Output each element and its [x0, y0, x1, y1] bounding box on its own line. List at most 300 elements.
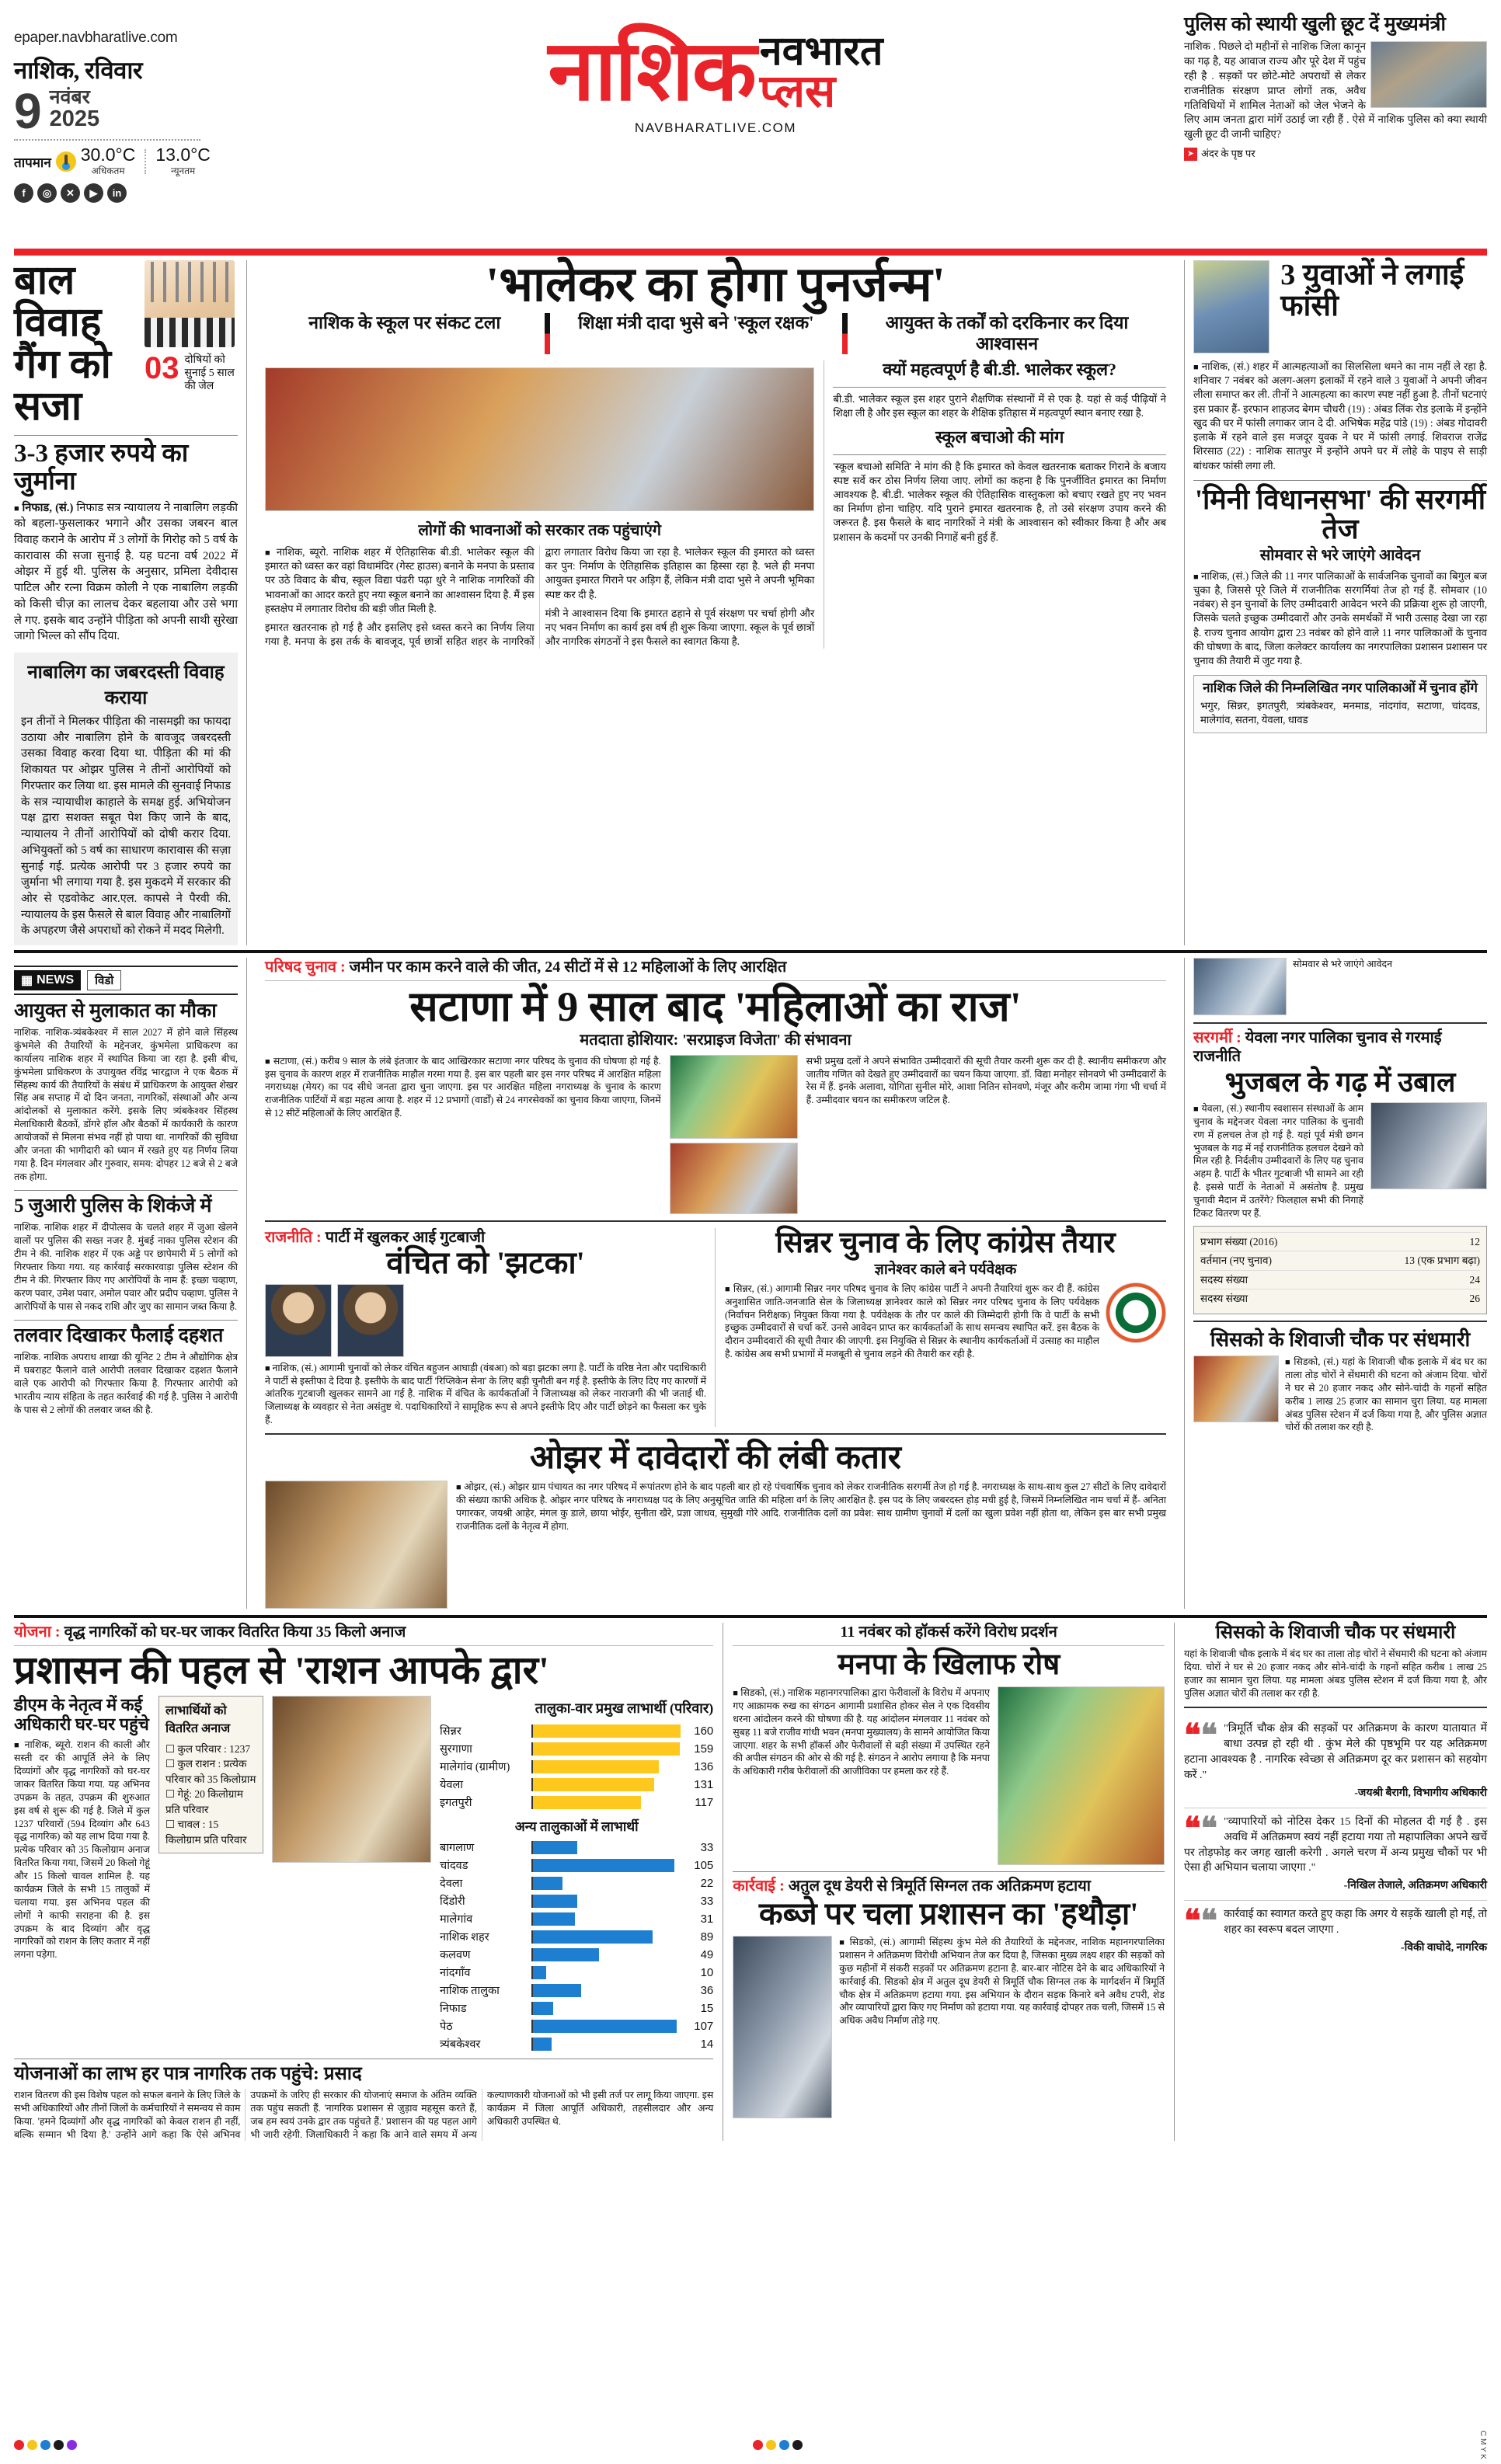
chart-category-label: नाशिक तालुका [440, 1985, 500, 1998]
chart-bar [533, 1778, 654, 1791]
color-dot [54, 2440, 64, 2450]
date-day: 9 [14, 82, 42, 139]
sindhi-headline: सिसको के शिवाजी चौक पर संधमारी [1210, 1328, 1471, 1351]
quote-text-2: कार्रवाई का स्वागत करते हुए कहा कि अगर ये सड़कें खाली हो गईं, तो शहर का स्वरूप बदल जाएगा . [1224, 1909, 1487, 1937]
chart-category-label: सिन्नर [440, 1725, 461, 1738]
instagram-icon[interactable]: ◎ [37, 183, 57, 203]
chart-category-label: चांदवड [440, 1860, 468, 1873]
chart-category-label: सुरगाणा [440, 1743, 472, 1756]
municipalities-box-title: नाशिक जिले की निम्नलिखित नगर पालिकाओं में चुनाव होंगे [1203, 680, 1478, 696]
chart-bar [533, 2020, 677, 2033]
chart-bar [533, 1859, 674, 1872]
rule-black-2 [14, 1615, 1487, 1618]
yeola-stat-value-3: 26 [1469, 1293, 1480, 1305]
masthead-logo [247, 11, 1184, 136]
ozar-photo [265, 1481, 448, 1609]
congress-headline: सिन्नर चुनाव के लिए कांग्रेस तैयार [775, 1226, 1116, 1259]
lead-left-box-title: नाबालिग का जबरदस्ती विवाह कराया [27, 663, 225, 709]
ration-story [14, 1623, 723, 2141]
mini-assembly-body [1193, 569, 1487, 669]
yeola-stat-label-2: वर्तमान (नए चुनाव) [1200, 1255, 1273, 1267]
lead-left-body [14, 500, 238, 645]
masthead [14, 11, 1487, 244]
encroachment-body-text: आगामी सिंहस्थ कुंभ मेले की तैयारियों के मद्देनजर, नाशिक महानगरपालिका प्रशासन ने अतिक्रमण विरोधी अभियान तेज कर दिया है, जिसका मुख्य लक्ष्य शहर की सड़कों को कुछ महीनों में संकरी सड़कों पर अतिक्रमण हटाना है. बार-बार नोटिस देने के बाद अधिकारियों ने कार्रवाई की. सिडको क्षेत्र में अतुल दूध डेयरी से त्रिमूर्ति चौक सिग्नल तक के मार्गदर्शन में त्रिमूर्ति चौक क्षेत्र में अतिक्रमण हटाया गया. इस अभियान के दौरान सड़क किनारे बने अवैध टपरी, शेड और व्यापारियों द्वारा किए गए निर्माण को हटाया गया. यह कार्रवाई दोपहर तक चली, जिसमें 15 से अधिक अवैध निर्माण तोड़े गए. [839, 1937, 1165, 2027]
chart-row [440, 1723, 713, 1738]
chart-bar-track [531, 2002, 681, 2015]
chart-row [440, 2018, 713, 2034]
congress-subtitle: ज्ञानेश्वर काले बने पर्यवेक्षक [874, 1261, 1017, 1278]
chart-value-label: 160 [694, 1724, 714, 1738]
chart-bar-track [531, 1724, 681, 1738]
save-school-body: 'स्कूल बचाओ समिति' ने मांग की है कि इमारत को केवल खतरनाक बताकर गिराने के बजाय स्पष्ट सर्वे कर ठोस निर्णय लिया जाए. लोगों का कहना है कि पुनर्जीवित इमारत का निर्माण आवश्यक है. बी.डी. भालेकर स्कूल की ऐतिहासिक वास्तुकला को बचाए रखते हुए नए भवन का निर्माण होना चाहिए. यदि पुराने इमारत खतरनाक है, तो उसे संरक्षण उपाय करने की जरूरत है. इस फैसले के बाद नागरिकों ने मंत्री के आश्वासन को स्वीकार किया है और अब प्रशासन के कदमों पर उनकी निगाहें बनी हुई हैं. [833, 460, 1166, 543]
congress-body [725, 1282, 1099, 1361]
lead-center-sub3: आयुक्त के तर्कों को दरकिनार कर दिया आश्वासन [885, 313, 1129, 353]
chart-row [440, 1777, 713, 1792]
chart-category-label: निफाड [440, 2003, 467, 2016]
chart-category-label: इगतपुरी [440, 1797, 472, 1810]
satana-col2: सभी प्रमुख दलों ने अपने संभावित उम्मीदवारों की सूची तैयार करनी शुरू कर दी है. स्थानीय समीकरण और जातीय गणित को देखते हुए उम्मीदवारों का चयन किया जाएगा. डॉ. विद्या मनोहर सोनवणे भी उम्मीदवारों के रेस में हैं. इनके अलावा, योगिता सुनील मोरे, आशा नितिन सोनवणे, मंजूर और करीम जामा गंगा भी चर्चा में हैं. उम्मीदवार चयन का समीकरण जटिल है. [806, 1055, 1166, 1106]
satana-col1-text: करीब 9 साल के लंबे इंतजार के बाद आखिरकार सटाणा नगर परिषद के चुनाव की घोषणा हो गई है. इस चुनाव के कारण शहर में राजनीतिक माहौल गरमा गया है. इस बार पहली बार इस नगर परिषद में आरक्षित महिला नगराध्यक्ष (मेयर) का पद सीधे जनता द्वारा चुना जाएगा. इस पर आरक्षित महिला नगराध्यक्ष के चुनाव के कारण राजनीतिक पार्टियों में बड़ा महत्व आया है. शहर में 12 प्रभागों (वार्डों) से 24 नगरसेवकों का चुनाव किया जाएगा, जिनमें से 12 सीटें महिलाओं के लिए आरक्षित हैं. [265, 1055, 661, 1119]
chart-row [440, 1929, 713, 1944]
lead-center-dateline: ■ नाशिक, ब्यूरो. [265, 546, 329, 558]
cmyk-label: C M Y K [1478, 2431, 1487, 2459]
lead-right-headline: 3 युवाओं ने लगाई फांसी [1280, 259, 1464, 322]
third-band [14, 1623, 1487, 2141]
chart-category-label: त्र्यंबकेश्वर [440, 2038, 481, 2052]
lead-right-dateline: ■ नाशिक, (सं.) [1193, 360, 1249, 372]
rule-hairline [14, 435, 238, 436]
weather-block [14, 146, 247, 177]
encroachment-dateline: ■ सिडको, (सं.) [839, 1937, 895, 1947]
top-right-story [1184, 11, 1487, 161]
congress-dateline: ■ सिन्नर, (सं.) [725, 1283, 772, 1294]
footer-colorbar [14, 2431, 1487, 2459]
chart-title: तालुका-वार प्रमुख लाभार्थी (परिवार) [535, 1700, 714, 1717]
date-block [14, 82, 247, 139]
left-story-1 [14, 1001, 238, 1183]
chart-row [440, 1741, 713, 1756]
chart-value-label: 131 [694, 1777, 714, 1791]
chart-bar [533, 1948, 599, 1961]
ration-info-item-2: गेहूं: 20 किलोग्राम प्रति परिवार [165, 1788, 243, 1815]
divider-dotted [14, 139, 200, 141]
ration-photo [272, 1696, 431, 1863]
beneficiary-chart [440, 1696, 713, 2052]
ration-kicker-red: योजना : [14, 1624, 61, 1641]
color-dot [753, 2440, 763, 2450]
date-year: 2025 [49, 106, 100, 131]
ration-bottom-headline: योजनाओं का लाभ हर पात्र नागरिक तक पहुंचे: प्रसाद [14, 2064, 362, 2085]
chart-bar [533, 1841, 577, 1854]
chart-subtitle: अन्य तालुकाओं में लाभार्थी [514, 1819, 639, 1835]
satana-kicker [265, 958, 1166, 976]
yeola-dateline: ■ येवला, (सं.) [1193, 1103, 1242, 1114]
twitter-x-icon[interactable]: ✕ [61, 183, 80, 203]
vanchit-story [265, 1228, 716, 1427]
satana-subtitle: मतदाता होशियार: 'सरप्राइज विजेता' की संभावना [580, 1032, 851, 1049]
linkedin-icon[interactable]: in [107, 183, 127, 203]
chart-value-label: 89 [700, 1930, 714, 1944]
ozar-body [456, 1481, 1166, 1609]
ration-info-box [158, 1696, 263, 1853]
chart-row [440, 1947, 713, 1962]
chart-value-label: 10 [700, 1965, 714, 1979]
chart-bar-track [531, 1948, 681, 1961]
lead-left-column [14, 260, 247, 945]
quotes-column [1184, 1623, 1487, 2141]
lead-center-col2: इमारत खतरनाक हो गई है और इसलिए इसे ध्वस्त करने का निर्णय लिया गया है. मनपा के इस तर्क के बावजूद, पूर्व छात्रों सहित शहर के नागरिकों द्वारा लगातार विरोध किया जा रहा है. भालेकर स्कूल की इमारत को ध्वस्त कर पुन: निर्माण के ऐतिहासिक इतिहास का हिस्सा रहा है. भले ही मनपा आयुक्त इमारत गिराने पर अड़िग हैं, लेकिन मंत्री दादा भुसे ने अपनी भूमिका स्पष्ट कर दी है. [265, 545, 815, 648]
chart-row [440, 1965, 713, 1980]
left-story-2-headline: 5 जुआरी पुलिस के शिकंजे में [14, 1195, 212, 1217]
quote-item [1184, 1901, 1487, 1962]
left-story-3-body: नाशिक. नाशिक अपराध शाखा की यूनिट 2 टीम ने औद्योगिक क्षेत्र में घबराहट फैलाने वाले आरोपी तलवार दिखाकर दहशत फैलाने वाले एक आरोपी को गिरफ्तार किया है. गिरफ्तार आरोपी को भारतीय न्याय संहिता के तहत कार्रवाई की गई है. पुलिस ने आरोपी के पास से 2 लोगों की तलवार जब्त की है. [14, 1352, 238, 1415]
sidebar-top-headline: सिसको के शिवाजी चौक पर संधमारी [1215, 1623, 1456, 1644]
color-dot [67, 2440, 77, 2450]
chart-bar-track [531, 1912, 681, 1926]
lead-left-box-body: इन तीनों ने मिलकर पीड़िता की नासमझी का फायदा उठाया और नाबालिग होने के बावजूद जबरदस्ती उसका विवाह करवा दिया था. पीड़िता की मां की शिकायत पर ओझर पुलिस ने तीनों आरोपियों को गिरफ्तार कर लिया था. इस मामले की सुनवाई निफाड के सत्र न्यायाधीश काहाले के समक्ष हुई. अभियोजन पक्ष द्वारा सशक्त सबूत पेश किए जाने के बाद, न्यायालय ने तीनों आरोपियों को दोषी करार दिया. अभियुक्तों को 5 वर्ष का साधारण कारावास की सज़ा सुनाई गई. प्रत्येक आरोपी पर 3 हजार रुपये का जुर्माना भी लगाया गया है. इस मुकदमे में सरकार की ओर से एडवोकेट आर.एल. कापसे ने पैरवी की. न्यायालय के इस फैसले से बाल विवाह और नाबालिगों के अपहरण जैसे अपराधों को रोकने में मदद मिलेगी. [21, 715, 231, 938]
chart-bar [533, 1724, 681, 1738]
chart-category-label: बागलाण [440, 1842, 475, 1855]
chart-category-label: येवला [440, 1779, 464, 1792]
yeola-body [1193, 1102, 1363, 1220]
ration-info-item-0: कुल परिवार : 1237 [177, 1742, 251, 1755]
temperature-label: तापमान [14, 155, 51, 170]
divider-bar-2 [842, 313, 848, 353]
yeola-photo [1370, 1102, 1487, 1189]
edition-city-day: नाशिक, रविवार [14, 57, 143, 84]
lead-center-sub2: शिक्षा मंत्री दादा भुसे बने 'स्कूल रक्षक' [578, 313, 814, 333]
chart-value-label: 49 [700, 1947, 714, 1961]
chart-series-secondary [440, 1839, 713, 2052]
social-links [14, 183, 247, 203]
yeola-kicker [1193, 1028, 1487, 1066]
logo-plus-text: प्लस [759, 66, 836, 117]
left-news-column [14, 958, 247, 1609]
left-story-1-body: नाशिक. नाशिक-त्र्यंबकेश्वर में साल 2027 में होने वाले सिंहस्थ कुंभमेले की तैयारियों के मद्देनजर, कुंभमेला प्राधिकरण का कार्यालय नाशिक शहर में स्थापित किया जा रहा है. इसी बीच, कुंभमेला प्राधिकरण के उपायुक्त रविंद्र भारद्वाज ने एक बैठक में सिंहस्थ कार्य की तैयारियों के संबंध में प्राधिकरण के आयुक्त शेखर सिंह अब सप्ताह में दो दिन जनता, नागरिकों, संस्थाओं और अन्य आंदोलकों से मुलाकात करेंगे. इसके लिए त्र्यंबकेश्वर सिंहस्थ मेलाधिकारी बैठकों, डोंगरे हॉल और बैठकों में कार्यकारी के कारण आयोजकों से मिलना संभव नहीं हो पाया था. नागरिकों की सुविधा और जनता की भागीदारी को ध्यान में रखते हुए यह निर्णय लिया गया है. दिन मंगलवार और गुरुवार, समय: दोपहर 12 बजे से 2 बजे तक होगा. [14, 1027, 238, 1182]
yeola-stat-row [1200, 1232, 1480, 1251]
chart-row [440, 1893, 713, 1909]
suicide-illustration [1193, 260, 1269, 353]
quote-icon: ❝❝ [1184, 1811, 1218, 1846]
chart-category-label: नाशिक शहर [440, 1931, 489, 1944]
quote-text-1: "व्यापारियों को नोटिस देकर 15 दिनों की मोहलत दी गई है . इस अवधि में अतिक्रमण स्वयं नहीं हटाया गया तो महापालिका अपने खर्चे पर तोड़फोड़ कर जगह खाली करेगी . अगले चरण में अन्य प्रमुख चौकों पर भी ऐसा ही अभियान चलाया जाएगा ." [1184, 1815, 1487, 1874]
satana-headline: सटाणा में 9 साल बाद 'महिलाओं का राज' [409, 983, 1022, 1031]
yeola-stat-value-2: 13 (एक प्रभाग बढ़ा) [1404, 1255, 1480, 1267]
left-story-3 [14, 1325, 238, 1416]
municipalities-box [1193, 675, 1487, 733]
chart-row [440, 1857, 713, 1873]
vanchit-body-text: आगामी चुनावों को लेकर वंचित बहुजन आघाड़ी (वंबआ) को बड़ा झटका लगा है. पार्टी के वरिष्ठ नेता और पदाधिकारी ने पार्टी से इस्तीफा दे दिया है. इस्तीफे के बाद पार्टी 'रिप्लिकेन सेना' के लिए बड़ी चुनौती बन गई है. इस्तीफे के लिए दिए गए कारणों में आंतरिक गुटबाजी खुलकर सामने आ गई है. नाशिक में वंचित के कार्यकर्ताओं ने जिलाध्यक्ष को लेकर नाराजगी की भी जताई थी. जिलाध्यक्ष के व्यवहार से नेता असंतुष्ट थे. पदाधिकारियों ने सामूहिक रूप से अपने इस्तीफे दिए और पार्टी छोड़ने का फैसला कर चुके हैं. [265, 1362, 706, 1426]
prisoner-illustration [145, 260, 235, 347]
chart-value-label: 159 [694, 1742, 714, 1756]
lead-band [14, 260, 1487, 945]
sindhi-theft-story [1193, 1328, 1487, 1434]
chart-bar [533, 1796, 641, 1809]
encroachment-headline: कब्जे पर चला प्रशासन का 'हथौड़ा' [758, 1896, 1139, 1932]
chart-bar-track [531, 1984, 681, 1997]
chart-value-label: 107 [694, 2019, 714, 2033]
temp-max-caption: अधिकतम [91, 165, 125, 177]
yeola-stat-value-1: 24 [1469, 1273, 1480, 1286]
why-important-body: बी.डी. भालेकर स्कूल इस शहर पुराने शैक्षणिक संस्थानों में से एक है. यहां से कई पीढ़ियों ने शिक्षा ली है और इस स्कूल का शहर के शैक्षिक इतिहास में महत्वपूर्ण स्थान बनाए रखा है. [833, 392, 1166, 419]
yeola-stat-row [1200, 1270, 1480, 1289]
chart-category-label: दिंडोरी [440, 1895, 465, 1909]
lead-left-subhead: 3-3 हजार रुपये का जुर्माना [14, 440, 189, 496]
chart-value-label: 15 [700, 2001, 714, 2015]
ration-subheadline: डीएम के नेतृत्व में कई अधिकारी घर-घर पहुंचे [14, 1695, 149, 1734]
chart-row [440, 1911, 713, 1926]
vanchit-body [265, 1362, 706, 1427]
satana-dateline: ■ सटाणा, (सं.) [265, 1056, 318, 1067]
divider-bar-1 [545, 313, 550, 353]
why-important-title: क्यों महत्वपूर्ण है बी.डी. भालेकर स्कूल? [883, 359, 1117, 379]
chart-bar [533, 2002, 553, 2015]
yeola-stat-label-0: प्रभाग संख्या (2016) [1200, 1235, 1278, 1248]
yeola-stat-row [1200, 1289, 1480, 1308]
ration-info-item-3: चावल : 15 किलोग्राम प्रति परिवार [165, 1818, 247, 1846]
quote-item [1184, 1808, 1487, 1901]
read-more-label: अंदर के पृष्ठ पर [1201, 148, 1255, 160]
chart-row [440, 1794, 713, 1810]
encroachment-body [839, 1936, 1165, 2118]
chart-bar-track [531, 1930, 681, 1944]
politics-row [265, 1228, 1166, 1427]
ration-kicker [14, 1623, 713, 1641]
lead-center-col1-text: नाशिक शहर में ऐतिहासिक बी.डी. भालेकर स्कूल की इमारत को ध्वस्त कर वहां विधामंदिर (गेस्ट हाउस) बनाने के मनपा के प्रस्ताव पर उठे विवाद के बीच, स्कूल विद्या पंढरी पढ़ा धुरे ने नाशिक नागरिकों की भावनाओं का आदर करते हुए नया स्कूल बनाने का आश्वासन दिया है. मैं इस हस्तक्षेप में लगातार विरोध की बड़ी जीत मिली है. [265, 545, 535, 614]
lead-center-photo-caption: लोगों की भावनाओं को सरकार तक पहुंचाएंगे [418, 521, 662, 539]
mini-assembly-dateline: ■ नाशिक, (सं.) [1193, 570, 1249, 582]
chart-bar-track [531, 1895, 681, 1908]
vanchit-dateline: ■ नाशिक, (सं.) [265, 1363, 317, 1373]
lead-center-photo [265, 367, 814, 511]
left-story-2 [14, 1195, 238, 1313]
chart-category-label: मालेगांव [440, 1913, 473, 1926]
hawker-headline: मनपा के खिलाफ रोष [838, 1648, 1060, 1682]
ration-body [14, 1738, 150, 1961]
chart-bar-track [531, 1877, 681, 1890]
top-right-headline: पुलिस को स्थायी खुली छूट दें मुख्यमंत्री [1184, 14, 1446, 35]
convicts-caption: दोषियों को सुनाई 5 साल की जेल [184, 354, 235, 393]
chart-bar [533, 1930, 653, 1944]
mini-assembly-subhead: सोमवार से भरे जाएंगे आवेदन [1259, 547, 1421, 565]
ration-body-text: राशन की काली और सस्ती दर की आपूर्ति लेने के लिए दिव्यांगों और वृद्ध नागरिकों को घर-घर जाकर वितरित किया गया. यह अभिनव उपक्रम के तहत, उपक्रम की शुरुआत इस वर्ष से शुरू की गई है. जिले में कुल 1237 परिवारों (594 दिव्यांग और 643 वृद्ध नागरिक) को यह लाभ दिया गया है. प्रत्येक परिवार को 35 किलोग्राम अनाज वितरित किया गया, जिसमें 20 किलो गेहूं और 15 किलो चावल शामिल है. यह कार्यक्रम जिले के सभी 15 तालुकों में चलाया गया. इस अभिनव पहल की लोगों ने काफी सराहना की है. इस उपक्रम के बाद दिव्यांग और वृद्ध नागरिकों को राशन के लिए कतार में नहीं लगना पड़ेगा. [14, 1739, 150, 1961]
sindhi-photo [1193, 1356, 1279, 1422]
ration-info-item: ☐ कुल परिवार : 1237 [165, 1742, 251, 1755]
chart-value-label: 136 [694, 1759, 714, 1773]
satana-kicker-rest: जमीन पर काम करने वाले की जीत, 24 सीटों में से 12 महिलाओं के लिए आरक्षित [349, 959, 787, 976]
vanchit-portrait-1 [265, 1284, 332, 1357]
vanchit-headline: वंचित को 'झटका' [386, 1244, 585, 1280]
hawker-dateline: ■ सिडको, (सं.) [733, 1687, 785, 1698]
video-tag[interactable]: विडो [87, 970, 121, 990]
chart-bar [533, 1984, 581, 1997]
quote-item [1184, 1715, 1487, 1808]
right-news-column [1184, 958, 1487, 1609]
epaper-url[interactable]: epaper.navbharatlive.com [14, 30, 178, 46]
yeola-stat-row [1200, 1251, 1480, 1270]
chart-value-label: 33 [700, 1840, 714, 1854]
ration-bottom-body: राशन वितरण की इस विशेष पहल को सफल बनाने के लिए जिले के सभी अधिकारियों और तीनों जिलों के कर्मचारियों ने समन्वय से काम किया. 'हमने दिव्यांगों और वृद्ध नागरिकों को केवल राशन ही नहीं, बल्कि सम्मान भी दिया है.' उन्होंने आगे कहा कि ऐसे अभिनव उपक्रमों के जरिए ही सरकार की योजनाएं समाज के अंतिम व्यक्ति तक पहुंच सकती हैं. 'नागरिक प्रशासन से जुड़ाव महसूस करते हैं, जब हम स्वयं उनके द्वार तक पहुंचते हैं.' प्रशासन की यह पहल आगे भी जारी रहेगी. जिलाधिकारी ने कहा कि आने वाले समय में अन्य कल्याणकारी योजनाओं को भी इसी तर्ज पर लागू किया जाएगा. इस कार्यक्रम में जिला आपूर्ति अधिकारी, तहसीलदार और अन्य अधिकारी उपस्थित थे. [14, 2090, 714, 2140]
chart-bar [533, 1877, 562, 1890]
color-dot [40, 2440, 50, 2450]
news-badge [14, 970, 81, 990]
chart-category-label: मालेगांव (ग्रामीण) [440, 1761, 510, 1774]
vanchit-kicker-red: राजनीति : [265, 1228, 322, 1246]
yeola-headline: भुजबल के गढ़ में उबाल [1224, 1067, 1456, 1098]
left-story-1-headline: आयुक्त से मुलाकात का मौका [14, 1001, 217, 1022]
satana-kicker-red: परिषद चुनाव : [265, 959, 346, 976]
right-col-lead-note: सोमवार से भरे जाएंगे आवेदन [1293, 959, 1392, 970]
chart-value-label: 14 [700, 2037, 714, 2051]
chart-value-label: 36 [700, 1983, 714, 1997]
color-dot [779, 2440, 789, 2450]
divider-vertical [145, 149, 146, 174]
ration-headline: प्रशासन की पहल से 'राशन आपके द्वार' [14, 1648, 549, 1693]
lead-right-body-text: शहर में आत्महत्याओं का सिलसिला थमने का नाम नहीं ले रहा है. शनिवार 7 नवंबर को अलग-अलग इलाकों में रहने वाले 3 युवाओं ने अपनी जीवन लीला समाप्त कर ली. तीनों ने आत्महत्या का कारण स्पष्ट नहीं हुआ है. तीनों घटनाएं इस प्रकार हैं- इरफान शाहजद बेगम चौधरी (19) : अंबड लिंक रोड इलाके में इन्होंने खुद की घर में फांसी लगाकर जान दे दी. अभिषेक महेंद्र पांडे (19) : अंबड गोदावरी इलाके में रहने वाले इस मजदूर युवक ने घर में फांसी लगाई. शिवराज राजेंद्र शिरसाठ (22) : नाशिक सातपुर में इन्होंने अपने घर में लोहे के पाइप से साड़ी बांधकर फांसी लगा ली. [1193, 360, 1487, 472]
lead-left-subbox [14, 653, 238, 945]
sindhi-dateline: ■ सिडको, (सं.) [1285, 1356, 1339, 1367]
mini-assembly-body-text: जिले की 11 नगर पालिकाओं के सार्वजनिक चुनावों का बिगुल बज चुका है, जिससे पूरे जिले में राजनीतिक सरगर्मियां तेज हो गई हैं. सोमवार (10 नवंबर) से इन चुनावों के लिए उम्मीदवारी आवेदन भरने की प्रक्रिया शुरू हो जाएगी, जिसके चलते इच्छुक उम्मीदवारों और उनके समर्थकों में भारी उत्साह देखा जा रहा है. राज्य चुनाव आयोग द्वारा 23 नवंबर को होने वाले 11 नगर पालिकाओं के चुनाव की घोषणा के बाद, जिला कलेक्टर कार्यालय का नगरपालिका प्रशासन प्रशासन पर चुनाव की तैयारी में जुट गया है. [1193, 569, 1487, 667]
vanchit-kicker [265, 1228, 706, 1247]
yeola-stat-label-3: सदस्य संख्या [1200, 1293, 1249, 1305]
chart-row [440, 1839, 713, 1855]
pointer-illustration [1193, 958, 1287, 1015]
yeola-story [1193, 1028, 1487, 1314]
quote-attr-0: -जयश्री बैरागी, विभागीय अधिकारी [1354, 1787, 1487, 1799]
quote-icon: ❝❝ [1184, 1718, 1218, 1753]
chart-value-label: 22 [700, 1876, 714, 1890]
vanchit-kicker-rest: पार्टी में खुलकर आई गुटबाजी [325, 1228, 486, 1246]
rule-black-1 [14, 950, 1487, 953]
chart-bar-track [531, 1796, 681, 1809]
yeola-kicker-red: सरगर्मी : [1193, 1029, 1242, 1047]
chart-row [440, 1875, 713, 1891]
satana-photo-2 [670, 1143, 798, 1214]
ozar-story [265, 1441, 1166, 1609]
encroachment-kicker-red: कार्रवाई : [733, 1878, 785, 1895]
quote-text-0: "त्रिमूर्ति चौक क्षेत्र की सड़कों पर अतिक्रमण के कारण यातायात में बाधा उत्पन्न हो रही थी . कुंभ मेले की पृष्ठभूमि पर यह अतिक्रमण हटाना आवश्यक है . नागरिक स्वेच्छा से अतिक्रमण दूर कर प्रशासन को सहयोग करें ." [1184, 1723, 1487, 1782]
chart-bar-track [531, 2038, 681, 2051]
ozar-dateline: ■ ओझर, (सं.) [456, 1481, 505, 1492]
lead-right-column [1184, 260, 1487, 945]
chart-value-label: 33 [700, 1894, 714, 1908]
hawker-body [733, 1686, 990, 1865]
yeola-body-text: स्थानीय स्वशासन संस्थाओं के आम चुनाव के मद्देनजर येवला नगर पालिका के चुनावी रण में हलचल तेज हो गई है. यहां पूर्व मंत्री छगन भुजबल के गढ़ में नई राजनीतिक हलचल देखने को मिल रही है. निर्दलीय उम्मीदवारों के लिए यह चुनाव अहम है. पार्टी के भीतर गुटबाजी भी सामने आ रही है. इससे पार्टी के नेताओं में असंतोष है. प्रमुख चुनावी मैदान में उतरेंगे? फिलहाल सभी की निगाहें टिकट वितरण पर हैं. [1193, 1102, 1363, 1219]
color-dot [792, 2440, 803, 2450]
vanchit-portrait-2 [337, 1284, 404, 1357]
chart-category-label: नांदगाँव [440, 1967, 471, 1980]
encroachment-photo [733, 1936, 832, 2118]
chart-row [440, 2000, 713, 2016]
ozar-body-text: ओझर ग्राम पंचायत का नगर परिषद में रूपांतरण होने के बाद पहली बार हो रहे पंचवार्षिक चुनाव को लेकर राजनीतिक सरगर्मी तेज हो गई है. नगराध्यक्ष के साथ-साथ कुल 27 सीटों के लिए दावेदारों की संख्या काफी अधिक है. ओझर नगर परिषद के नगराध्यक्ष पद के लिए अनुसूचित जाति की महिला वर्ग के लिए आरक्षित है. इस पद के लिए जबरदस्त होड़ मची हुई है, जिसमें निम्नलिखित नाम चर्चा में हैं- अनिता पगारकर, जयश्री आहेर, मंगल कु डाले, छाया भोईर, सुनीता खैरे, प्रज्ञा जाधव, सुमुखी गोरे आदि. राजनीतिक दलों का प्रवेश: साथ ग्रामीण चुनावों में दलों का खुला प्रवेश नहीं होता था, लेकिन इस बार सभी प्रमुख राजनीतिक दलों के नेतृत्व में होगा. [456, 1481, 1166, 1532]
quote-attr-2: -विकी वाघोदे, नागरिक [1400, 1941, 1487, 1954]
chart-bar [533, 1760, 659, 1773]
ration-dateline: ■ नाशिक, ब्यूरो. [14, 1739, 73, 1750]
chart-bar [533, 1742, 680, 1756]
ration-info-title: लाभार्थियों को वितरित अनाज [165, 1704, 231, 1736]
chart-bar [533, 2038, 552, 2051]
chart-row [440, 2036, 713, 2052]
hawker-body-text: नाशिक महानगरपालिका द्वारा फेरीवालों के विरोध में अपनाए गए आक्रामक रुख का संगठन आगामी प्रशासित होकर सेल ने एक दिवसीय धरना आंदोलन करने की घोषणा की है. यह आंदोलन मंगलवार 11 नवंबर को सुबह 11 बजे राजीव गांधी भवन (मनपा मुख्यालय) के सामने आयोजित किया जाएगा. शहर के सभी हॉकर्स और फेरीवालों से बड़ी संख्या में उपस्थित रहने की अपील संगठन की ओर से की गई है. संगठन ने आरोप लगाया है कि मनपा के अधिकारी गरीब फेरीवालों की आजीविका पर हमला कर रहे हैं. [733, 1687, 990, 1777]
top-right-body: नाशिक . पिछले दो महीनों से नाशिक जिला कानून का गढ़ है, यह आवाज राज्य और पूरे देश में पहुंच रही है . सड़कों पर छोटे-मोटे अपराधों से लेकर राजनीतिक संरक्षण प्राप्त लोगों तक, अवैध गतिविधियों में शामिल नेताओं को जेल भेजने के लिए आम जनता द्वारा मांगें उठाई जा रही हैं . ऐसे में नाशिक पुलिस को क्या स्थायी खुली छूट दी जानी चाहिए? [1184, 40, 1487, 141]
chart-bar [533, 1966, 546, 1979]
temp-min-caption: न्यूनतम [171, 165, 196, 177]
municipalities-box-body: भगुर, सिन्नर, इगतपुरी, त्र्यंबकेश्वर, मनमाड, नांदगांव, सटाणा, चांदवड, मालेगांव, सतना, येवला, धावड [1200, 699, 1480, 726]
lead-center-headline: 'भालेकर का होगा पुनर्जन्म' [486, 259, 946, 311]
chart-bar [533, 1895, 577, 1908]
yeola-stat-value-0: 12 [1469, 1235, 1480, 1248]
yeola-stat-label-1: सदस्य संख्या [1200, 1273, 1249, 1286]
lead-center-column [256, 260, 1175, 945]
congress-body-text: आगामी सिन्नर नगर परिषद चुनाव के लिए कांग्रेस पार्टी ने अपनी तैयारियां शुरू कर दी हैं. कांग्रेस अनुशासित जाति-जनजाति सेल के जिलाध्यक्ष ज्ञानेश्वर काले को सिन्नर नगर परिषद चुनाव के लिए पर्यवेक्षक (निर्वाचन निरीक्षक) नियुक्त किया गया है. पर्यवेक्षक के तौर पर काले की जिम्मेदारी होगी कि वे पार्टी के सभी इच्छुक उम्मीदवारों से चर्चा करें. उनसे आवेदन प्राप्त कर कार्यकर्ताओं के साथ समन्वय स्थापित करें. इस बैठक के दौरान उम्मीदवारों की सूची तैयार की जाएगी. इस नियुक्ति से सिन्नर के स्थानीय कार्यकर्ताओं में उत्साह का माहौल है. कांग्रेस अब सभी प्रभागों में मजबूती से चुनाव लड़ने की तैयारी कर रही है. [725, 1282, 1099, 1360]
grid-icon: ▦ [21, 974, 33, 988]
encroachment-kicker-rest: अतुल दूध डेयरी से त्रिमूर्ति सिग्नल तक अतिक्रमण हटाया [788, 1878, 1091, 1895]
chart-value-label: 105 [694, 1858, 714, 1872]
lead-center-subheads [265, 313, 1166, 353]
congress-logo-icon [1106, 1282, 1166, 1343]
news-strip [14, 966, 238, 995]
chart-row [440, 1759, 713, 1774]
date-month: नवंबर [49, 87, 90, 108]
color-dot [766, 2440, 776, 2450]
congress-story [725, 1228, 1166, 1427]
chart-row [440, 1982, 713, 1998]
chart-bar-track [531, 2020, 681, 2033]
chart-series-primary [440, 1723, 713, 1810]
logo-main-text: नाशिक [548, 26, 755, 119]
read-more-link[interactable] [1184, 147, 1487, 161]
ration-info-item: ☐ गेहूं: 20 किलोग्राम प्रति परिवार [165, 1788, 243, 1815]
chart-bar-track [531, 1742, 681, 1756]
temp-min-value: 13.0°C [155, 144, 211, 165]
ration-kicker-rest: वृद्ध नागरिकों को घर-घर जाकर वितरित किया 35 किलो अनाज [64, 1624, 406, 1641]
hawker-photo [998, 1686, 1165, 1865]
satana-photo-1 [670, 1055, 798, 1139]
chart-category-label: पेठ [440, 2020, 453, 2034]
satana-story [265, 958, 1166, 1214]
ration-info-item: ☐ कुल राशन : प्रत्येक परिवार को 35 किलोग्राम [165, 1758, 256, 1785]
arrow-right-icon: ➤ [1184, 148, 1197, 161]
lead-left-body-text: निफाड सत्र न्यायालय ने नाबालिग लड़की को बहला-फुसलाकर भगाने और उसका जबरन बाल विवाह कराने के आरोप में 3 लोगों के गिरोह को 5 वर्ष के कारावास की सजा सुनाई है. यह घटना वर्ष 2022 में ओझर में हुई थी. पुलिस के अनुसार, प्रमिला देवीदास पाटिल और रत्ना विक्रम कोली ने एक नाबालिग लड़की को किसी चीज़ का लालच देकर बहलाया और उसे भगा ले गए. इसके बाद उन्होंने पीड़िता को अपनी साथी सुरेखा जागो भिल्ल को सौंप दिया. [14, 501, 238, 643]
chart-category-label: देवला [440, 1878, 463, 1891]
satana-col1 [265, 1055, 661, 1214]
chart-bar-track [531, 1859, 681, 1872]
ration-info-item: ☐ चावल : 15 किलोग्राम प्रति परिवार [165, 1818, 247, 1846]
yeola-kicker-rest: येवला नगर पालिका चुनाव से गरमाई राजनीति [1193, 1029, 1442, 1066]
color-dot [14, 2440, 24, 2450]
chart-bar-track [531, 1778, 681, 1791]
left-story-2-body: नाशिक. नाशिक शहर में दीपोत्सव के चलते शहर में जुआ खेलने वालों पर पुलिस की सख्त नजर है. मुंबई नाका पुलिस स्टेशन की टीम ने की. नाशिक शहर में एक अड्डे पर छापेमारी में 5 लोगों को गिरफ्तार किया गया. यह कार्रवाई सरकारवाड़ा पुलिस स्टेशन की टीम ने की. गिरफ्तार किए गए आरोपियों के नाम हैं: इच्छा चव्हाण, करण पवार, उमेश पवार, अमोल पवार और प्रदीप चव्हाण. पुलिस ने आरोपियों के पास से नकद राशि और जुए का सामान जब्त किया है. [14, 1222, 238, 1312]
facebook-icon[interactable]: f [14, 183, 33, 203]
chart-bar-track [531, 1841, 681, 1854]
quote-attr-1: -निखिल तेजाले, अतिक्रमण अधिकारी [1343, 1880, 1487, 1892]
website-url[interactable]: NAVBHARATLIVE.COM [634, 120, 797, 135]
convicts-count: 03 [145, 351, 179, 385]
masthead-left [14, 11, 247, 203]
lead-left-headline: बाल विवाह गैंग को सजा [14, 259, 111, 430]
sidebar-top-body: यहां के शिवाजी चौक इलाके में बंद घर का ताला तोड़ चोरों ने सेंधमारी की घटना को अंजाम दिया. चोरों ने घर से 20 हजार नकद और सोने-चांदी के गहनों सहित करीब 1 लाख 25 हजार का सामान चुरा लिया. यह मामला अंबड पुलिस स्टेशन में दर्ज किया गया है, और पुलिस अज्ञात चोरों की तलाश कर रही है. [1184, 1648, 1487, 1699]
color-dot [27, 2440, 37, 2450]
chart-bar-track [531, 1966, 681, 1979]
chart-value-label: 117 [695, 1795, 714, 1809]
youtube-icon[interactable]: ▶ [84, 183, 103, 203]
lead-center-sub1: नाशिक के स्कूल पर संकट टला [308, 313, 501, 333]
chart-value-label: 31 [700, 1912, 714, 1926]
rule-red-top [14, 249, 1487, 256]
sindhi-body [1285, 1356, 1487, 1434]
news-badge-label: NEWS [37, 973, 75, 987]
lead-center-col1 [265, 545, 535, 616]
